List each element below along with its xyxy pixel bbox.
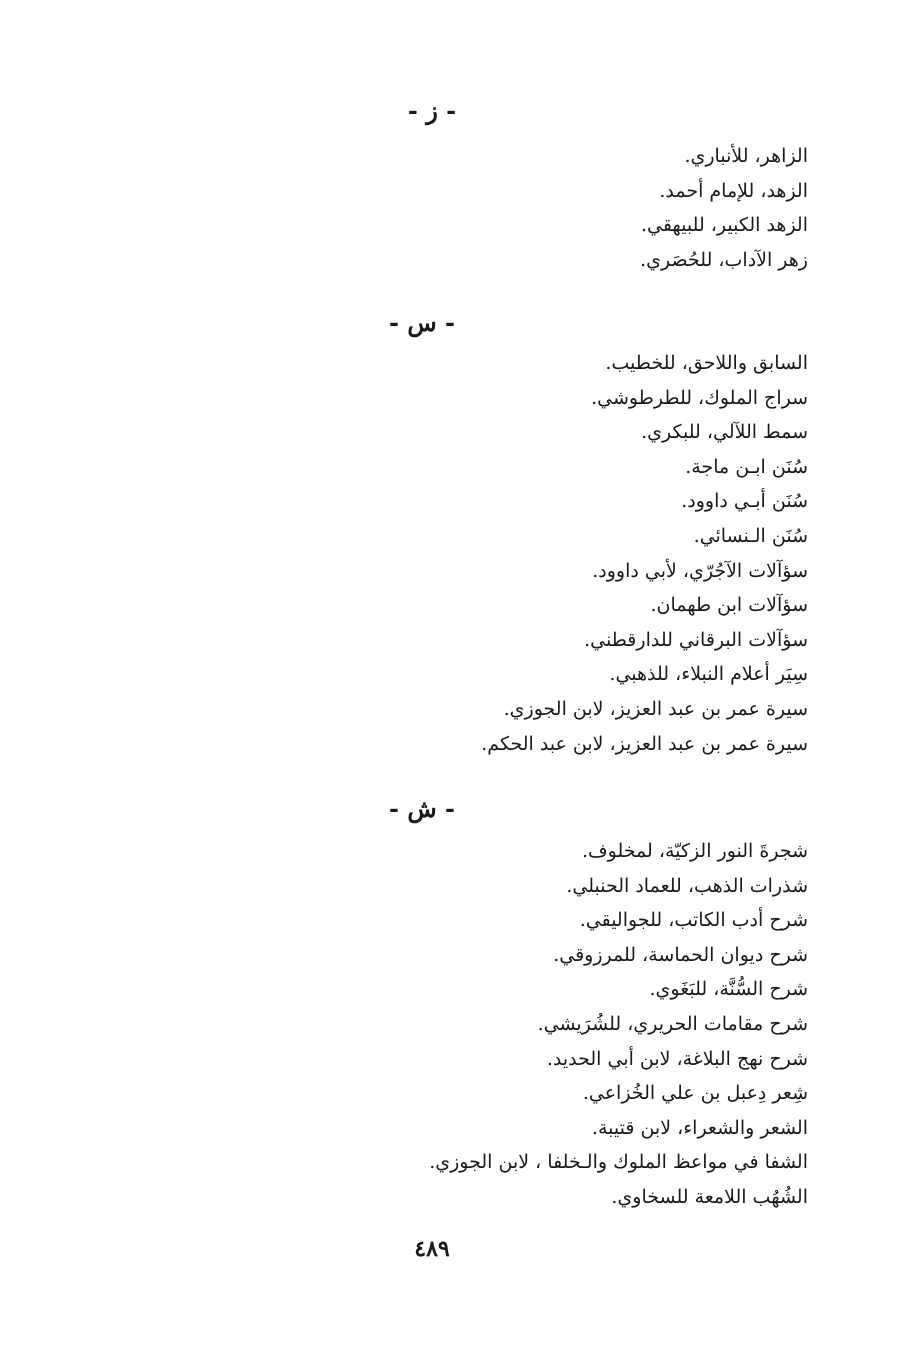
list-item: سؤآلات الآجُرّي، لأبي داوود. <box>592 559 808 582</box>
list-item: سُنَن الـنسائي. <box>693 524 808 547</box>
section-heading-zay: - ز - <box>407 96 457 125</box>
list-item: سِيَر أعلام النبلاء، للذهبي. <box>609 663 808 686</box>
list-item: زهر الآداب، للحُصَري. <box>640 248 808 271</box>
list-item: الزهد الكبير، للبيهقي. <box>640 214 808 237</box>
entry-list-seen <box>288 346 808 761</box>
list-item: شرح ديوان الحماسة، للمرزوقي. <box>553 943 808 966</box>
list-item: سيرة عمر بن عبد العزيز، لابن عبد الحكم. <box>481 732 808 755</box>
list-item: الشُهُب اللامعة للسخاوي. <box>611 1185 808 1208</box>
list-item: شذرات الذهب، للعماد الحنبلي. <box>566 874 808 897</box>
list-item: شرح السُّنَّة، للبَغَوي. <box>649 978 808 1001</box>
page-number: ٤٨٩ <box>414 1236 450 1262</box>
list-item: شجرةَ النور الزكيّة، لمخلوف. <box>581 840 808 862</box>
list-item: سُنَن أبـي داوود. <box>681 490 808 513</box>
list-item: السابق واللاحق، للخطيب. <box>605 352 808 374</box>
list-item: سمط اللآلي، للبكري. <box>641 421 808 444</box>
list-item: الزاهر، للأنباري. <box>684 145 808 167</box>
entry-list-sheen <box>288 834 808 1215</box>
list-item: الزهد، للإمام أحمد. <box>659 179 808 202</box>
list-item: سؤآلات ابن طهمان. <box>650 594 808 617</box>
list-item: سؤآلات البرقاني للدارقطني. <box>584 628 808 651</box>
list-item: شرح أدب الكاتب، للجواليقي. <box>579 909 808 932</box>
entry-list-zay <box>288 139 808 277</box>
list-item: الشعر والشعراء، لابن قتيبة. <box>591 1116 808 1139</box>
list-item: الشفا في مواعظ الملوك والـخلفا ، لابن الجوزي. <box>429 1151 808 1174</box>
list-item: شرح مقامات الحريري، للشُرَيشي. <box>537 1012 808 1035</box>
list-item: شِعر دِعبل بن علي الخُزاعي. <box>582 1082 808 1105</box>
list-item: سيرة عمر بن عبد العزيز، لابن الجوزي. <box>503 697 808 720</box>
list-item: شرح نهج البلاغة، لابن أبي الحديد. <box>546 1047 808 1070</box>
section-heading-sheen: - ش - <box>389 794 455 823</box>
list-item: سُنَن ابـن ماجة. <box>685 455 808 478</box>
section-heading-seen: - س - <box>389 308 455 337</box>
list-item: سراج الملوك، للطرطوشي. <box>591 386 808 409</box>
